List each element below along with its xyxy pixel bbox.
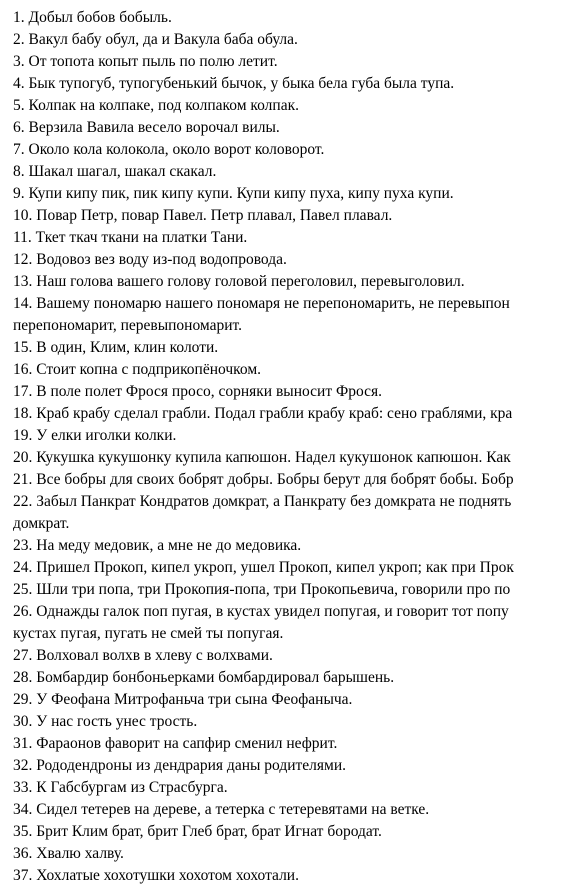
text-line: 7. Около кола колокола, около ворот коловорот. (13, 141, 325, 158)
text-line: 26. Однажды галок поп пугая, в кустах увидел попугая, и говорит тот попу (13, 603, 509, 620)
text-line: 12. Водовоз вез воду из-под водопровода. (13, 251, 287, 268)
text-line: 3. От топота копыт пыль по полю летит. (13, 53, 278, 70)
text-line: 13. Наш голова вашего голову головой переголовил, перевыголовил. (13, 273, 465, 290)
text-line: 23. На меду медовик, а мне не до медовика. (13, 537, 302, 554)
text-line: 19. У елки иголки колки. (13, 427, 177, 444)
text-line: кустах пугая, пугать не смей ты попугая. (13, 625, 284, 642)
text-line: 15. В один, Клим, клин колоти. (13, 339, 219, 356)
text-line: домкрат. (13, 515, 70, 532)
text-line: 10. Повар Петр, повар Павел. Петр плавал, Павел плавал. (13, 207, 393, 224)
text-line: 6. Верзила Вавила весело ворочал вилы. (13, 119, 280, 136)
text-line: 32. Рододендроны из дендрария даны родителями. (13, 757, 347, 774)
text-line: 14. Вашему пономарю нашего пономаря не перепономарить, не перевыпон (13, 295, 510, 312)
text-line: 4. Бык тупогуб, тупогубенький бычок, у быка бела губа была тупа. (13, 75, 455, 92)
text-line: 36. Хвалю халву. (13, 845, 124, 862)
text-line: 9. Купи кипу пик, пик кипу купи. Купи кипу пуха, кипу пуха купи. (13, 185, 454, 202)
text-line: 8. Шакал шагал, шакал скакал. (13, 163, 217, 180)
text-line: 21. Все бобры для своих бобрят добры. Бобры берут для бобрят бобы. Бобр (13, 471, 514, 488)
text-line: 17. В поле полет Фрося просо, сорняки выносит Фрося. (13, 383, 382, 400)
text-line: 11. Ткет ткач ткани на платки Тани. (13, 229, 248, 246)
text-line: 5. Колпак на колпаке, под колпаком колпак. (13, 97, 299, 114)
text-line: 2. Вакул бабу обул, да и Вакула баба обула. (13, 31, 298, 48)
text-line: 20. Кукушка кукушонку купила капюшон. Надел кукушонок капюшон. Как (13, 449, 511, 466)
text-line: 27. Волховал волхв в хлеву с волхвами. (13, 647, 273, 664)
text-line: 22. Забыл Панкрат Кондратов домкрат, а Панкрату без домкрата не поднять (13, 493, 512, 510)
text-line: 18. Краб крабу сделал грабли. Подал грабли крабу краб: сено граблями, кра (13, 405, 513, 422)
text-line: 30. У нас гость унес трость. (13, 713, 198, 730)
text-line: 29. У Феофана Митрофаньча три сына Феофаныча. (13, 691, 353, 708)
text-line: 28. Бомбардир бонбоньерками бомбардировал барышень. (13, 669, 395, 686)
text-line: 31. Фараонов фаворит на сапфир сменил нефрит. (13, 735, 338, 752)
text-line: 35. Брит Клим брат, брит Глеб брат, брат Игнат бородат. (13, 823, 382, 840)
text-line: 16. Стоит копна с подприкопёночком. (13, 361, 262, 378)
tongue-twister-list (13, 7, 586, 894)
text-line: 25. Шли три попа, три Прокопия-попа, три Прокопьевича, говорили про по (13, 581, 511, 598)
text-line: 24. Пришел Прокоп, кипел укроп, ушел Прокоп, кипел укроп; как при Прок (13, 559, 514, 576)
text-line: 1. Добыл бобов бобыль. (13, 9, 172, 26)
text-line: 34. Сидел тетерев на дереве, а тетерка с тетеревятами на ветке. (13, 801, 430, 818)
text-line: 33. К Габсбургам из Страсбурга. (13, 779, 228, 796)
text-line: перепономарит, перевыпономарит. (13, 317, 243, 334)
text-line: 37. Хохлатые хохотушки хохотом хохотали. (13, 867, 299, 884)
